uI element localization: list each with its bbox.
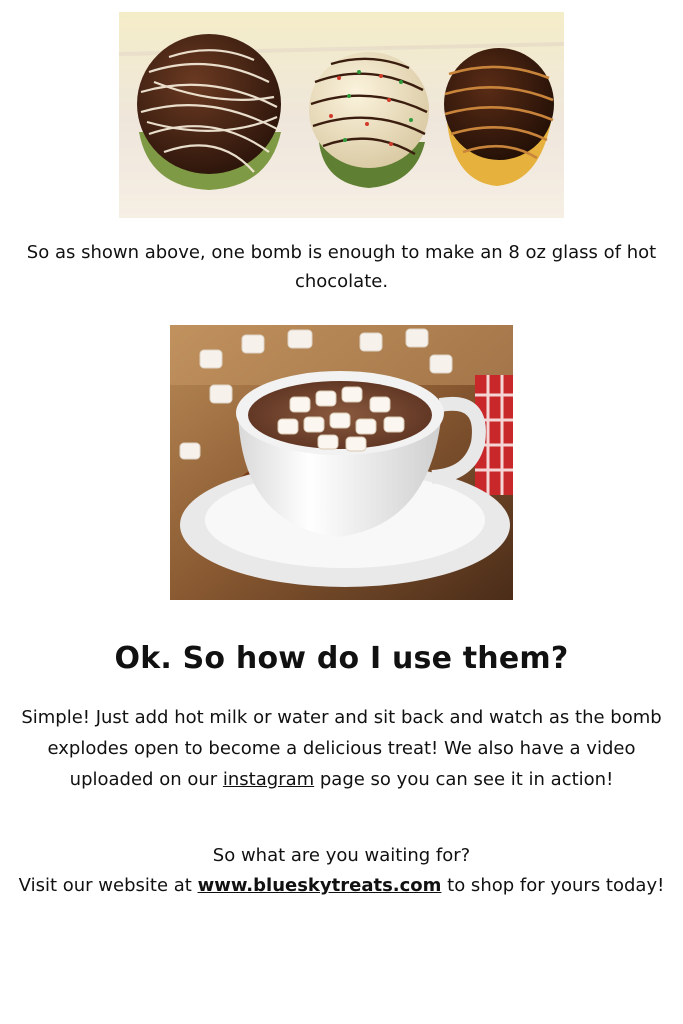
hot-cocoa-mug-photo <box>170 325 513 600</box>
cta-visit-line <box>0 871 683 901</box>
cta-text-after: to shop for yours today! <box>441 875 665 896</box>
hot-chocolate-bombs-photo <box>119 12 564 218</box>
instagram-link[interactable]: instagram <box>222 769 315 790</box>
usage-text-before: Simple! Just add hot milk or water and sit back and watch as the bomb explodes open to become a delicious treat! We also have a video uploaded on our <box>21 707 662 790</box>
usage-text-after: page so you can see it in action! <box>314 769 614 790</box>
cta-question: So what are you waiting for? <box>212 845 471 866</box>
cta-text-before: Visit our website at <box>18 875 198 896</box>
usage-paragraph <box>0 702 683 795</box>
call-to-action <box>0 841 683 901</box>
website-link[interactable]: www.blueskytreats.com <box>197 875 442 896</box>
section-heading: Ok. So how do I use them? <box>114 641 569 676</box>
intro-paragraph: So as shown above, one bomb is enough to make an 8 oz glass of hot chocolate. <box>26 242 657 292</box>
